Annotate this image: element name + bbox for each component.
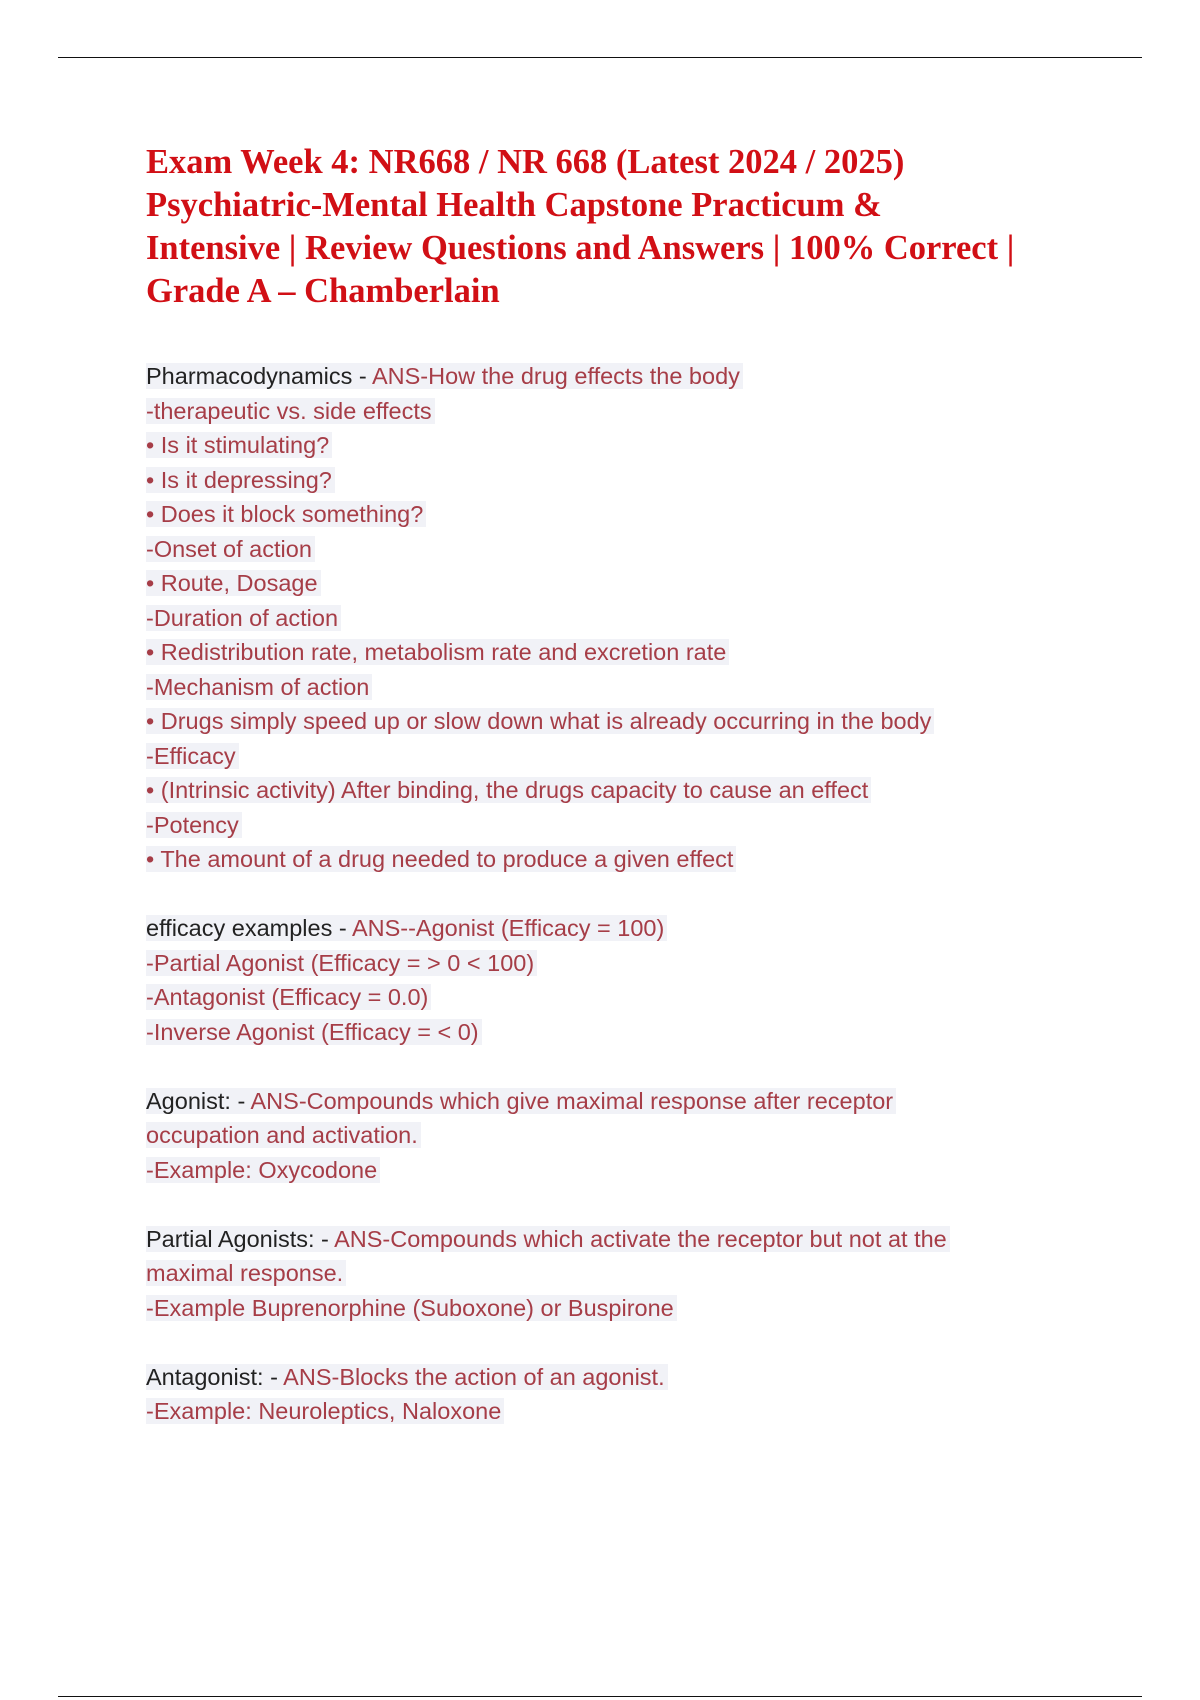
title-line: Psychiatric-Mental Health Capstone Practicum & xyxy=(146,186,882,224)
qa-answer-line: • Does it block something? xyxy=(146,501,426,527)
header-rule xyxy=(58,57,1142,58)
qa-term: efficacy examples - xyxy=(146,915,352,941)
qa-answer-line: ANS-Blocks the action of an agonist. xyxy=(283,1363,665,1390)
title-line: Intensive | Review Questions and Answers | 100% Correct | xyxy=(146,229,1015,267)
document-title xyxy=(146,141,1106,313)
qa-answer-line: -Potency xyxy=(146,812,242,838)
qa-list xyxy=(146,359,1146,1463)
qa-item-agonist xyxy=(146,1084,1146,1188)
qa-answer-line: ANS-How the drug effects the body xyxy=(371,363,740,389)
qa-answer-line: -Inverse Agonist (Efficacy = < 0) xyxy=(146,1019,482,1045)
qa-term: Pharmacodynamics - xyxy=(146,363,372,389)
title-line: Exam Week 4: NR668 / NR 668 (Latest 2024 / 2025) xyxy=(146,143,905,181)
qa-answer-line: -Example Buprenorphine (Suboxone) or Buspirone xyxy=(146,1295,677,1321)
qa-answer-line: ANS-Compounds which activate the receptor but not at the xyxy=(334,1225,947,1252)
qa-answer-line: -Efficacy xyxy=(146,743,239,769)
qa-answer-line: • The amount of a drug needed to produce a given effect xyxy=(146,846,736,872)
qa-answer-line: ANS--Agonist (Efficacy = 100) xyxy=(351,915,665,941)
qa-term: Agonist: - xyxy=(146,1087,251,1114)
qa-item-partial-agonists xyxy=(146,1222,1146,1326)
qa-term: Partial Agonists: - xyxy=(146,1225,335,1252)
qa-answer-line: • Is it stimulating? xyxy=(146,432,332,458)
qa-answer-line: • (Intrinsic activity) After binding, the drugs capacity to cause an effect xyxy=(146,777,871,803)
qa-answer-line: • Drugs simply speed up or slow down what is already occurring in the body xyxy=(146,708,934,734)
qa-item-antagonist xyxy=(146,1360,1146,1429)
qa-answer-line: -Example: Oxycodone xyxy=(146,1157,380,1183)
qa-answer-line: occupation and activation. xyxy=(146,1122,421,1148)
qa-item-efficacy-examples xyxy=(146,911,1146,1049)
qa-answer-line: • Route, Dosage xyxy=(146,570,321,596)
qa-answer-line: -Antagonist (Efficacy = 0.0) xyxy=(146,984,431,1010)
qa-answer-line: -therapeutic vs. side effects xyxy=(146,398,435,424)
qa-answer-line: -Mechanism of action xyxy=(146,674,372,700)
footer-rule xyxy=(58,1696,1142,1697)
qa-answer-line: maximal response. xyxy=(146,1260,346,1286)
qa-answer-line: • Is it depressing? xyxy=(146,467,335,493)
qa-answer-line: ANS-Compounds which give maximal response after receptor xyxy=(250,1087,894,1114)
qa-answer-line: -Duration of action xyxy=(146,605,341,631)
qa-answer-line: • Redistribution rate, metabolism rate and excretion rate xyxy=(146,639,729,665)
qa-term: Antagonist: - xyxy=(146,1363,284,1390)
qa-answer-line: -Example: Neuroleptics, Naloxone xyxy=(146,1398,504,1424)
qa-answer-line: -Onset of action xyxy=(146,536,315,562)
qa-item-pharmacodynamics xyxy=(146,359,1146,877)
title-line: Grade A – Chamberlain xyxy=(146,272,500,310)
qa-answer-line: -Partial Agonist (Efficacy = > 0 < 100) xyxy=(146,950,537,976)
